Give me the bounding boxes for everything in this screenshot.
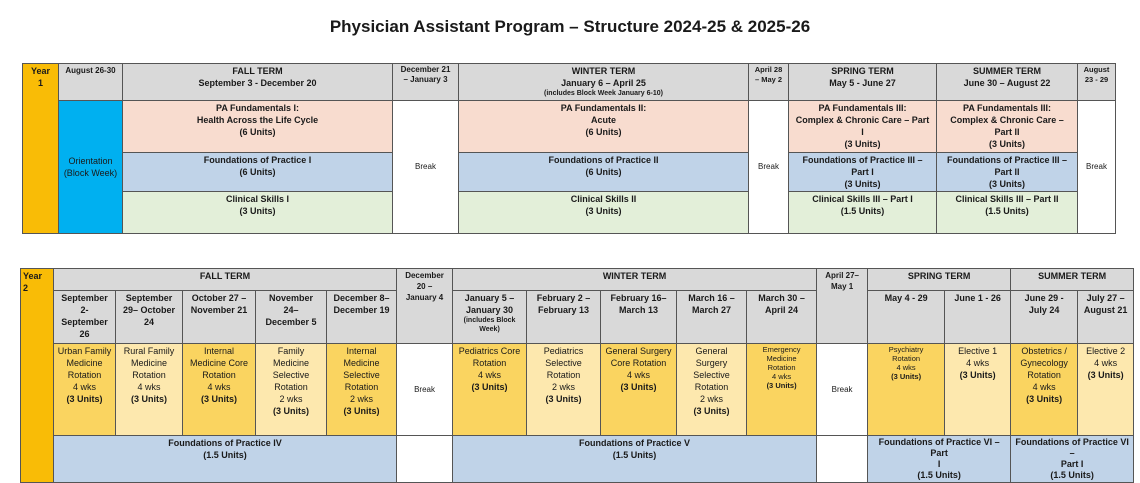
spring-term-header: SPRING TERM May 5 - June 27 (789, 64, 937, 101)
rotation-cell: Rural Family Medicine Rotation 4 wks (3 Units) (116, 344, 183, 436)
clinical-skills-3-part2: Clinical Skills III – Part II (1.5 Units) (937, 192, 1078, 234)
rotation-cell: Elective 2 4 wks (3 Units) (1078, 344, 1134, 436)
rotation-cell: Internal Medicine Selective Rotation 2 wks (3 Units) (327, 344, 397, 436)
orientation-cell: Orientation (Block Week) (59, 101, 123, 234)
final-break-dates-header: August 23 - 29 (1078, 64, 1116, 101)
rotation-dates: November 24– December 5 (256, 291, 327, 344)
year2-label: Year 2 (21, 269, 54, 483)
rotation-cell: Family Medicine Selective Rotation 2 wks (3 Units) (256, 344, 327, 436)
rotation-dates: February 2 – February 13 (527, 291, 601, 344)
year2-winter-term-header: WINTER TERM (453, 269, 817, 291)
year1-label: Year 1 (23, 64, 59, 234)
foundations-of-practice-5: Foundations of Practice V (1.5 Units) (453, 436, 817, 483)
rotation-dates: March 30 – April 24 (747, 291, 817, 344)
year2-spring-break-dates: April 27– May 1 (817, 269, 868, 344)
spring-break-cell: Break (749, 101, 789, 234)
rotation-cell: Psychiatry Rotation 4 wks (3 Units) (868, 344, 945, 436)
foundations-of-practice-3-part1: Foundations of Practice III – Part I (3 Units) (789, 153, 937, 192)
rotation-dates: January 5 – January 30 (includes Block Week) (453, 291, 527, 344)
clinical-skills-1: Clinical Skills I (3 Units) (123, 192, 393, 234)
foundations-of-practice-3-part2: Foundations of Practice III – Part II (3 Units) (937, 153, 1078, 192)
rotation-dates: February 16– March 13 (601, 291, 677, 344)
orientation-dates-header: August 26-30 (59, 64, 123, 101)
foundations-of-practice-6-part1: Foundations of Practice VI – Part I (1.5 Units) (868, 436, 1011, 483)
rotation-cell: General Surgery Selective Rotation 2 wks (3 Units) (677, 344, 747, 436)
pa-fundamentals-1: PA Fundamentals I: Health Across the Life Cycle (6 Units) (123, 101, 393, 153)
clinical-skills-3-part1: Clinical Skills III – Part I (1.5 Units) (789, 192, 937, 234)
foundations-of-practice-6-part2: Foundations of Practice VI – Part I (1.5 Units) (1011, 436, 1134, 483)
pa-fundamentals-3-part2: PA Fundamentals III: Complex & Chronic Care – Part II (3 Units) (937, 101, 1078, 153)
summer-term-header: SUMMER TERM June 30 – August 22 (937, 64, 1078, 101)
rotation-dates: June 29 - July 24 (1011, 291, 1078, 344)
year2-break-filler (817, 436, 868, 483)
foundations-of-practice-2: Foundations of Practice II (6 Units) (459, 153, 749, 192)
winter-break-dates-header: December 21 – January 3 (393, 64, 459, 101)
year2-spring-break-cell: Break (817, 344, 868, 436)
foundations-of-practice-1: Foundations of Practice I (6 Units) (123, 153, 393, 192)
pa-fundamentals-3-part1: PA Fundamentals III: Complex & Chronic Care – Part I (3 Units) (789, 101, 937, 153)
year2-summer-term-header: SUMMER TERM (1011, 269, 1134, 291)
year1-table (22, 63, 1116, 234)
rotation-dates: October 27 – November 21 (183, 291, 256, 344)
rotation-cell: Urban Family Medicine Rotation 4 wks (3 Units) (54, 344, 116, 436)
rotation-cell: General Surgery Core Rotation 4 wks (3 Units) (601, 344, 677, 436)
rotation-dates: June 1 - 26 (945, 291, 1011, 344)
year2-winter-break-dates: December 20 – January 4 (397, 269, 453, 344)
year2-break-filler (397, 436, 453, 483)
page-title: Physician Assistant Program – Structure 2024-25 & 2025-26 (329, 17, 811, 36)
clinical-skills-2: Clinical Skills II (3 Units) (459, 192, 749, 234)
winter-break-cell: Break (393, 101, 459, 234)
rotation-dates: March 16 – March 27 (677, 291, 747, 344)
rotation-cell: Obstetrics / Gynecology Rotation 4 wks (3 Units) (1011, 344, 1078, 436)
year2-spring-term-header: SPRING TERM (868, 269, 1011, 291)
pa-fundamentals-2: PA Fundamentals II: Acute (6 Units) (459, 101, 749, 153)
final-break-cell: Break (1078, 101, 1116, 234)
rotation-dates: September 29– October 24 (116, 291, 183, 344)
rotation-cell: Pediatrics Core Rotation 4 wks (3 Units) (453, 344, 527, 436)
year2-fall-term-header: FALL TERM (54, 269, 397, 291)
rotation-cell: Pediatrics Selective Rotation 2 wks (3 Units) (527, 344, 601, 436)
rotation-dates: September 2- September 26 (54, 291, 116, 344)
rotation-cell: Internal Medicine Core Rotation 4 wks (3 Units) (183, 344, 256, 436)
year2-table (20, 268, 1134, 483)
rotation-cell: Emergency Medicine Rotation 4 wks (3 Units) (747, 344, 817, 436)
rotation-dates: July 27 – August 21 (1078, 291, 1134, 344)
spring-break-dates-header: April 28 – May 2 (749, 64, 789, 101)
rotation-cell: Elective 1 4 wks (3 Units) (945, 344, 1011, 436)
foundations-of-practice-4: Foundations of Practice IV (1.5 Units) (54, 436, 397, 483)
rotation-dates: December 8– December 19 (327, 291, 397, 344)
fall-term-header: FALL TERM September 3 - December 20 (123, 64, 393, 101)
year2-winter-break-cell: Break (397, 344, 453, 436)
rotation-dates: May 4 - 29 (868, 291, 945, 344)
winter-term-header: WINTER TERM January 6 – April 25 (includes Block Week January 6-10) (459, 64, 749, 101)
